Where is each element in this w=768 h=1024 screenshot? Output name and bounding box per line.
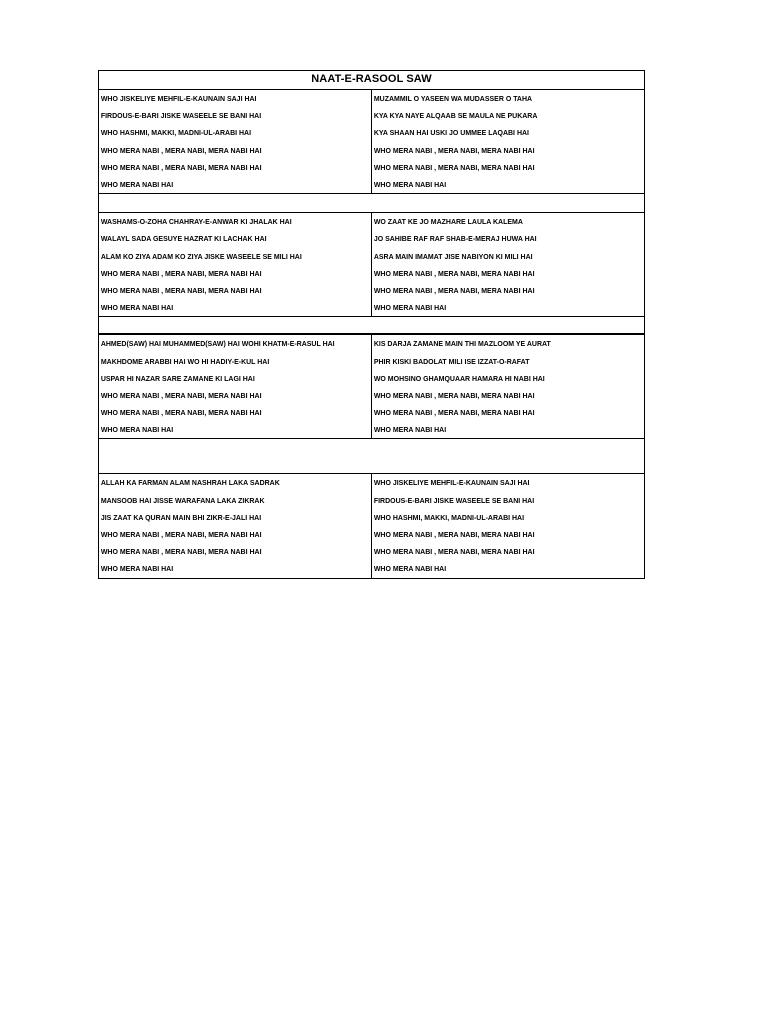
verse-column-left: [99, 90, 372, 193]
verse-line: AHMED(SAW) HAI MUHAMMED(SAW) HAI WOHI KHATM-E-RASUL HAI: [100, 339, 335, 349]
verse-line: WHO MERA NABI , MERA NABI, MERA NABI HAI: [373, 547, 535, 557]
verse-line: WHO MERA NABI , MERA NABI, MERA NABI HAI: [373, 408, 535, 418]
verse-line: WHO MERA NABI , MERA NABI, MERA NABI HAI: [100, 547, 262, 557]
verse-line: WHO MERA NABI , MERA NABI, MERA NABI HAI: [100, 145, 262, 155]
verse-line: WASHAMS-O-ZOHA CHAHRAY-E-ANWAR KI JHALAK HAI: [100, 217, 292, 227]
verse-line: WHO MERA NABI , MERA NABI, MERA NABI HAI: [100, 162, 262, 172]
verse-line: JIS ZAAT KA QURAN MAIN BHI ZIKR-E-JALI HAI: [100, 512, 262, 522]
verse-block: [99, 335, 644, 439]
verse-line: WHO JISKELIYE MEHFIL-E-KAUNAIN SAJI HAI: [373, 478, 529, 488]
verse-line: WHO MERA NABI , MERA NABI, MERA NABI HAI: [373, 145, 535, 155]
verse-line: KYA SHAAN HAI USKI JO UMMEE LAQABI HAI: [373, 128, 529, 138]
verse-line: JO SAHIBE RAF RAF SHAB-E-MERAJ HUWA HAI: [373, 234, 537, 244]
verse-column-right: [372, 335, 645, 438]
verse-line: WHO MERA NABI , MERA NABI, MERA NABI HAI: [100, 530, 262, 540]
naat-table: [98, 70, 645, 579]
verse-line: ALAM KO ZIYA ADAM KO ZIYA JISKE WASEELE SE MILI HAI: [100, 251, 302, 261]
verse-line: WHO MERA NABI , MERA NABI, MERA NABI HAI: [373, 285, 535, 295]
verse-line: WHO MERA NABI , MERA NABI, MERA NABI HAI: [373, 268, 535, 278]
verse-block: [99, 90, 644, 194]
verse-line: ASRA MAIN IMAMAT JISE NABIYON KI MILI HAI: [373, 251, 533, 261]
verse-block: [99, 474, 644, 577]
verse-column-left: [99, 335, 372, 438]
verse-line: WHO JISKELIYE MEHFIL-E-KAUNAIN SAJI HAI: [100, 94, 257, 104]
verse-column-right: [372, 90, 645, 193]
verse-column-right: [372, 474, 645, 577]
verse-line: WHO MERA NABI HAI: [100, 180, 174, 190]
verse-line: KIS DARJA ZAMANE MAIN THI MAZLOOM YE AURAT: [373, 339, 551, 349]
verse-line: WALAYL SADA GESUYE HAZRAT KI LACHAK HAI: [100, 234, 267, 244]
verse-line: WHO MERA NABI , MERA NABI, MERA NABI HAI: [100, 408, 262, 418]
verse-line: WHO MERA NABI HAI: [373, 303, 446, 313]
verse-line: ALLAH KA FARMAN ALAM NASHRAH LAKA SADRAK: [100, 478, 280, 488]
verse-line: WO ZAAT KE JO MAZHARE LAULA KALEMA: [373, 217, 523, 227]
verse-line: WHO MERA NABI , MERA NABI, MERA NABI HAI: [100, 268, 262, 278]
verse-line: WHO MERA NABI , MERA NABI, MERA NABI HAI: [373, 162, 535, 172]
page-title: NAAT-E-RASOOL SAW: [99, 71, 644, 90]
divider-row: [99, 439, 644, 474]
verse-block: [99, 213, 644, 317]
verse-line: WHO MERA NABI HAI: [373, 180, 446, 190]
verse-column-left: [99, 474, 372, 577]
verse-line: FIRDOUS-E-BARI JISKE WASEELE SE BANI HAI: [373, 495, 534, 505]
verse-line: MANSOOB HAI JISSE WARAFANA LAKA ZIKRAK: [100, 495, 265, 505]
verse-line: WO MOHSINO GHAMQUAAR HAMARA HI NABI HAI: [373, 373, 545, 383]
verse-line: WHO MERA NABI HAI: [100, 303, 174, 313]
verse-line: WHO MERA NABI HAI: [100, 564, 174, 574]
verse-line: WHO HASHMI, MAKKI, MADNI-UL-ARABI HAI: [100, 128, 252, 138]
verse-line: WHO MERA NABI HAI: [373, 564, 446, 574]
verse-line: PHIR KISKI BADOLAT MILI ISE IZZAT-O-RAFAT: [373, 356, 529, 366]
verse-line: KYA KYA NAYE ALQAAB SE MAULA NE PUKARA: [373, 111, 537, 121]
verse-line: WHO MERA NABI , MERA NABI, MERA NABI HAI: [373, 530, 535, 540]
verse-column-left: [99, 213, 372, 316]
verse-line: WHO HASHMI, MAKKI, MADNI-UL-ARABI HAI: [373, 512, 524, 522]
verse-line: MAKHDOME ARABBI HAI WO HI HADIY-E-KUL HAI: [100, 356, 270, 366]
verse-line: WHO MERA NABI HAI: [100, 425, 174, 435]
divider-row: [99, 194, 644, 213]
verse-line: WHO MERA NABI , MERA NABI, MERA NABI HAI: [100, 390, 262, 400]
verse-line: USPAR HI NAZAR SARE ZAMANE KI LAGI HAI: [100, 373, 255, 383]
verse-line: FIRDOUS-E-BARI JISKE WASEELE SE BANI HAI: [100, 111, 262, 121]
verse-line: WHO MERA NABI , MERA NABI, MERA NABI HAI: [100, 285, 262, 295]
verses-container: [99, 90, 644, 578]
verse-line: WHO MERA NABI , MERA NABI, MERA NABI HAI: [373, 390, 535, 400]
verse-line: WHO MERA NABI HAI: [373, 425, 446, 435]
verse-line: MUZAMMIL O YASEEN WA MUDASSER O TAHA: [373, 94, 532, 104]
verse-column-right: [372, 213, 645, 316]
divider-row: [99, 317, 644, 335]
